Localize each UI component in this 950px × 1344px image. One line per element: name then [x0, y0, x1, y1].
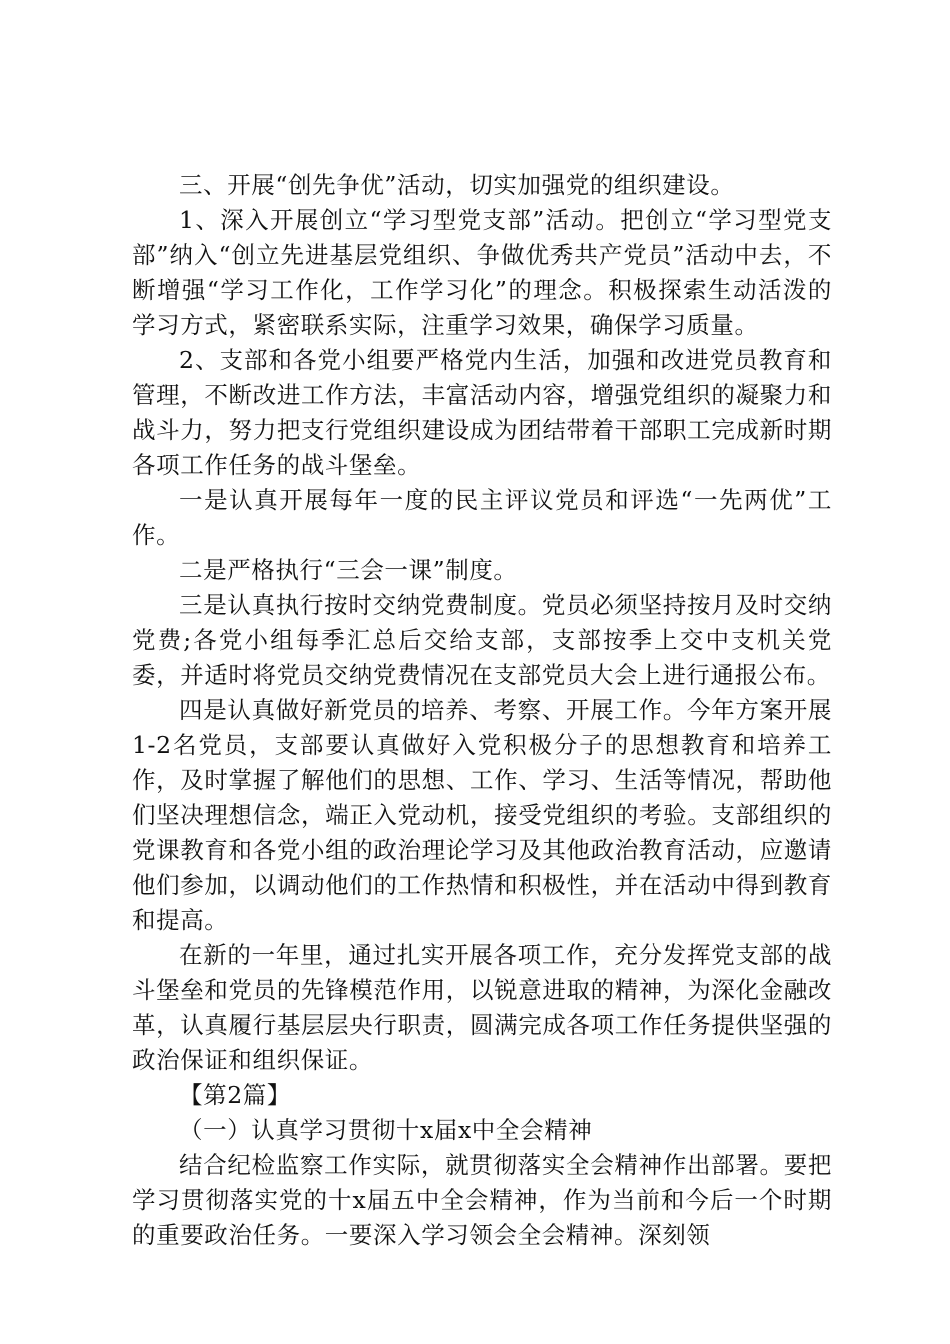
paragraph-point-1: 一是认真开展每年一度的民主评议党员和评选“一先两优”工作。	[132, 486, 832, 549]
paragraph-item-2: 2、支部和各党小组要严格党内生活，加强和改进党员教育和管理，不断改进工作方法，丰富活动内容，增强党组织的凝聚力和战斗力，努力把支行党组织建设成为团结带着干部职工完成新时期各项工作任务的战斗堡垒。	[132, 346, 832, 479]
section-heading-3: 三、开展“创先争优”活动，切实加强党的组织建设。	[179, 171, 735, 199]
paragraph-point-4: 四是认真做好新党员的培养、考察、开展工作。今年方案开展1-2名党员，支部要认真做好入党积极分子的思想教育和培养工作，及时掌握了解他们的思想、工作、学习、生活等情况，帮助他们坚决理想信念，端正入党动机，接受党组织的考验。支部组织的党课教育和各党小组的政治理论学习及其他政治教育活动，应邀请他们参加，以调动他们的工作热情和积极性，并在活动中得到教育和提高。	[132, 696, 832, 934]
paragraph-conclusion: 在新的一年里，通过扎实开展各项工作，充分发挥党支部的战斗堡垒和党员的先锋模范作用，以锐意进取的精神，为深化金融改革，认真履行基层层央行职责，圆满完成各项工作任务提供坚强的政治保证和组织保证。	[132, 941, 832, 1074]
part-heading: 【第2篇】	[179, 1081, 291, 1109]
paragraph-point-2: 二是严格执行“三会一课”制度。	[179, 556, 518, 584]
document-body	[132, 168, 832, 1253]
paragraph-point-3: 三是认真执行按时交纳党费制度。党员必须坚持按月及时交纳党费;各党小组每季汇总后交给支部，支部按季上交中支机关党委，并适时将党员交纳党费情况在支部党员大会上进行通报公布。	[132, 591, 832, 689]
paragraph-body: 结合纪检监察工作实际，就贯彻落实全会精神作出部署。要把学习贯彻落实党的十x届五中全会精神，作为当前和今后一个时期的重要政治任务。一要深入学习领会全会精神。深刻领	[132, 1151, 832, 1249]
subsection-heading-1: （一）认真学习贯彻十x届x中全会精神	[179, 1116, 593, 1144]
paragraph-item-1: 1、深入开展创立“学习型党支部”活动。把创立“学习型党支部”纳入“创立先进基层党组织、争做优秀共产党员”活动中去，不断增强“学习工作化，工作学习化”的理念。积极探索生动活泼的学习方式，紧密联系实际，注重学习效果，确保学习质量。	[132, 206, 832, 339]
